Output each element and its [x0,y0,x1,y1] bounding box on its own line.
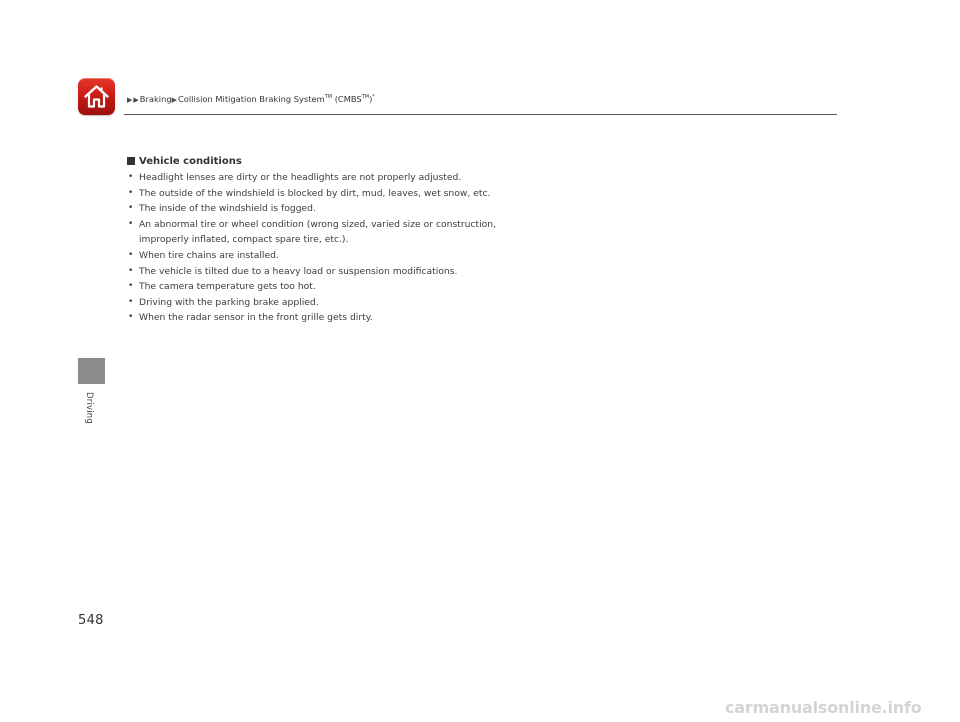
list-item [127,279,727,295]
list-item [127,310,727,326]
list-item-text: The outside of the windshield is blocked by dirt, mud, leaves, wet snow, etc. [139,187,491,199]
bullet-icon: • [128,312,134,323]
list-item-text: The inside of the windshield is fogged. [139,203,316,215]
list-item-continuation [127,232,727,248]
list-item-text: The vehicle is tilted due to a heavy load or suspension modifications. [139,265,458,277]
list-item-text: An abnormal tire or wheel condition (wrong sized, varied size or construction, [139,218,497,230]
breadcrumb-link-cmbs[interactable] [178,94,375,104]
section-heading-text: Vehicle conditions [139,156,242,167]
list-item [127,201,727,217]
asterisk-mark: * [372,94,375,101]
section-tab[interactable] [78,358,105,384]
list-item [127,186,727,202]
breadcrumb-cmbs-label: Collision Mitigation Braking System [178,94,325,104]
header-divider [124,114,837,115]
list-item-text: improperly inflated, compact spare tire, etc.). [139,234,349,246]
list-item-text: When tire chains are installed. [139,249,279,261]
bullet-icon: • [128,203,134,214]
bullet-icon: • [128,281,134,292]
home-icon [83,83,110,110]
conditions-list [127,170,727,326]
list-item [127,248,727,264]
breadcrumb-cmbs-close: ) [369,94,373,104]
page-number: 548 [78,613,104,628]
breadcrumb-arrow-icon: ▶ [133,96,139,104]
section-label: Driving [84,392,94,424]
list-item [127,217,727,233]
breadcrumb [127,93,375,106]
bullet-icon: • [128,172,134,182]
square-bullet-icon [127,157,135,165]
breadcrumb-arrow-icon: ▶ [127,96,133,104]
list-item [127,170,727,186]
bullet-icon: • [128,249,134,260]
list-item [127,295,727,311]
list-item-text: The camera temperature gets too hot. [139,281,316,293]
trademark-mark: TM [361,94,370,101]
list-item-text: Driving with the parking brake applied. [139,296,319,308]
bullet-icon: • [128,187,134,198]
breadcrumb-cmbs-abbrev: (CMBS [332,94,362,104]
list-item-text: When the radar sensor in the front grille gets dirty. [139,312,373,324]
trademark-mark: TM [324,94,333,101]
bullet-icon: • [128,296,134,307]
home-button[interactable] [78,78,115,115]
watermark: carmanualsonline.info [725,698,922,717]
breadcrumb-arrow-icon: ▶ [171,96,177,104]
list-item [127,264,727,280]
breadcrumb-link-braking[interactable]: Braking [139,94,172,104]
bullet-icon: • [128,265,134,276]
main-content [127,155,727,326]
bullet-icon: • [128,218,134,229]
section-heading [127,155,727,168]
list-item-text: Headlight lenses are dirty or the headlights are not properly adjusted. [139,172,462,183]
